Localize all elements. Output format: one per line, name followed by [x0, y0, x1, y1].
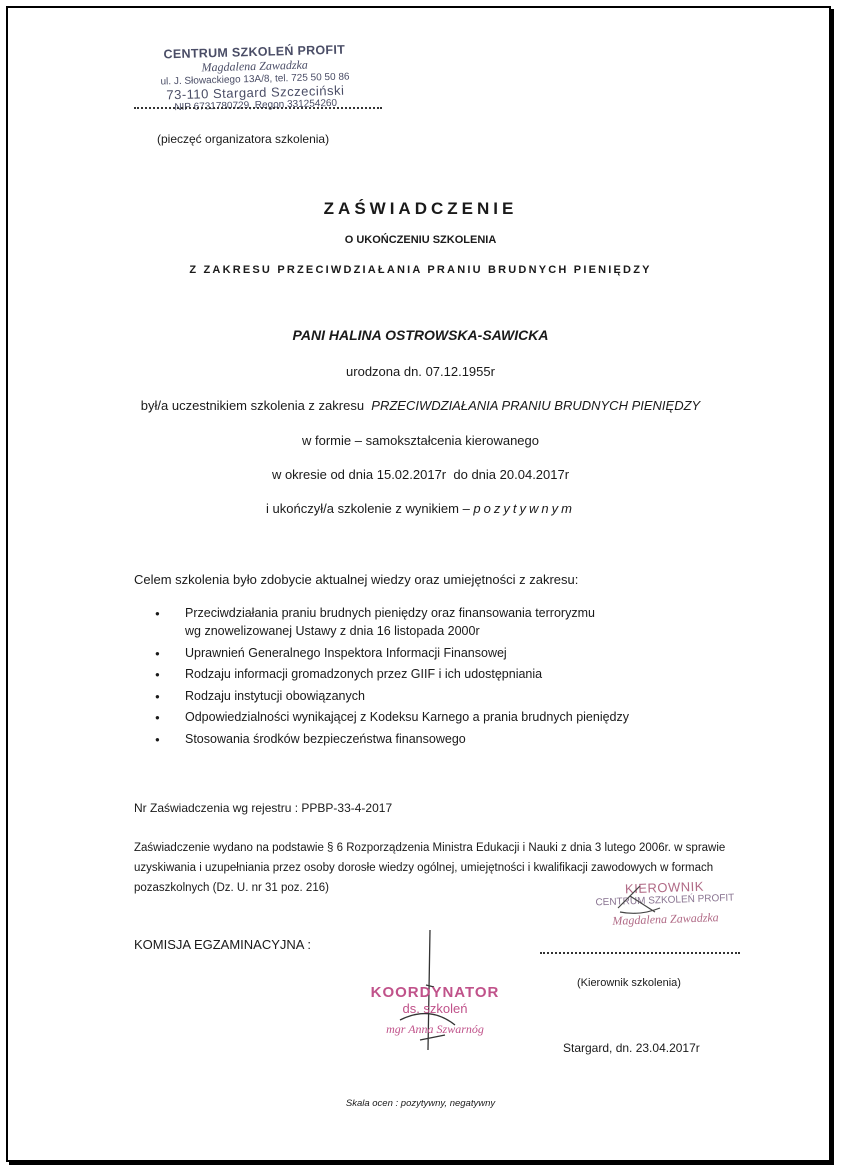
result-value: pozytywnym: [473, 501, 575, 516]
goal-item: [155, 644, 629, 662]
goal-item: [155, 604, 629, 640]
participation-line: [0, 398, 841, 413]
period-to-label: do dnia: [453, 467, 497, 482]
commission-label: KOMISJA EGZAMINACYJNA :: [134, 937, 311, 952]
document-subtitle: O UKOŃCZENIU SZKOLENIA: [344, 234, 497, 246]
training-period: [0, 467, 841, 482]
goal-item: [155, 665, 629, 683]
organizer-stamp-address: ul. J. Słowackiego 13A/8, tel. 725 50 50 86: [160, 71, 350, 88]
director-signature: [610, 878, 670, 918]
coordinator-stamp: [345, 984, 525, 1037]
goal-item: [155, 708, 629, 726]
goal-item-text: Rodzaju informacji gromadzonych przez GIIF i ich udostępniania: [185, 667, 543, 681]
participation-topic: PRZECIWDZIAŁANIA PRANIU BRUDNYCH PIENIĘDZY: [371, 398, 701, 413]
result-line: [0, 501, 841, 516]
period-to: 20.04.2017r: [499, 467, 570, 482]
organizer-seal-dotted-line: [134, 107, 382, 109]
registry-value: PPBP-33-4-2017: [301, 801, 393, 815]
director-stamp-name: Magdalena Zawadzka: [612, 910, 719, 928]
director-signature-dotted-line: [540, 952, 740, 954]
goal-item-text: Rodzaju instytucji obowiązanych: [185, 688, 365, 703]
period-from: 15.02.2017r: [376, 467, 447, 482]
goal-item-text: Przeciwdziałania praniu brudnych pieniędzy oraz finansowania terroryzmu: [185, 606, 595, 620]
grading-scale-note: Skala ocen : pozytywny, negatywny: [345, 1098, 496, 1109]
director-caption: (Kierownik szkolenia): [577, 977, 681, 989]
director-stamp-org: CENTRUM SZKOLEŃ PROFIT: [595, 892, 735, 909]
organizer-stamp: [149, 42, 361, 113]
registry-number: [134, 801, 392, 815]
goal-item-text: Odpowiedzialności wynikającej z Kodeksu Karnego a prania brudnych pieniędzy: [185, 710, 630, 724]
birth-date-line: [0, 364, 841, 379]
organizer-stamp-city: 73-110 Stargard Szczeciński: [166, 82, 345, 103]
goal-item-text: Stosowania środków bezpieczeństwa finansowego: [185, 731, 466, 746]
coordinator-stamp-role: ds. szkoleń: [402, 1001, 468, 1016]
place-date: Stargard, dn. 23.04.2017r: [563, 1041, 700, 1055]
director-stamp-title: KIEROWNIK: [624, 878, 705, 897]
registry-label: Nr Zaświadczenia wg rejestru :: [134, 801, 299, 815]
goal-intro: Celem szkolenia było zdobycie aktualnej wiedzy oraz umiejętności z zakresu:: [134, 572, 579, 587]
document-title: ZAŚWIADCZENIE: [323, 199, 518, 218]
goal-item: [155, 730, 629, 748]
organizer-seal-caption: (pieczęć organizatora szkolenia): [157, 132, 330, 146]
training-form: w formie – samokształcenia kierowanego: [302, 433, 539, 448]
birth-date-value: 07.12.1955r: [425, 364, 495, 379]
result-label: i ukończył/a szkolenie z wynikiem –: [266, 501, 470, 516]
coordinator-stamp-name: mgr Anna Szwarnóg: [386, 1022, 484, 1036]
organizer-stamp-ids: NIP 6731780729, Regon 331254260: [174, 97, 338, 114]
person-name: PANI HALINA OSTROWSKA-SAWICKA: [292, 327, 549, 343]
period-from-label: w okresie od dnia: [271, 467, 374, 482]
organizer-stamp-name: CENTRUM SZKOLEŃ PROFIT: [163, 42, 346, 62]
organizer-stamp-owner: Magdalena Zawadzka: [201, 57, 309, 75]
birth-date-label: urodzona dn.: [346, 364, 422, 379]
goals-list: [155, 604, 629, 751]
goal-item-text: Uprawnień Generalnego Inspektora Informacji Finansowej: [185, 645, 507, 660]
goal-item-continuation: wg znowelizowanej Ustawy z dnia 16 listopada 2000r: [185, 624, 480, 638]
coordinator-stamp-title: KOORDYNATOR: [370, 984, 500, 1001]
participation-label: był/a uczestnikiem szkolenia z zakresu: [140, 398, 365, 413]
goal-item: [155, 687, 629, 705]
document-scope: Z ZAKRESU PRZECIWDZIAŁANIA PRANIU BRUDNYCH PIENIĘDZY: [189, 264, 652, 276]
legal-basis: Zaświadczenie wydano na podstawie § 6 Rozporządzenia Ministra Edukacji i Nauki z dnia 3 lutego 2006r. w sprawie uzyskiwania i uzupełniania przez osoby dorosłe wiedzy ogólnej, umiejętności i kwalifikacji zawodowych w formach pozaszkolnych (Dz. U. nr 31 poz. 216): [134, 842, 726, 894]
